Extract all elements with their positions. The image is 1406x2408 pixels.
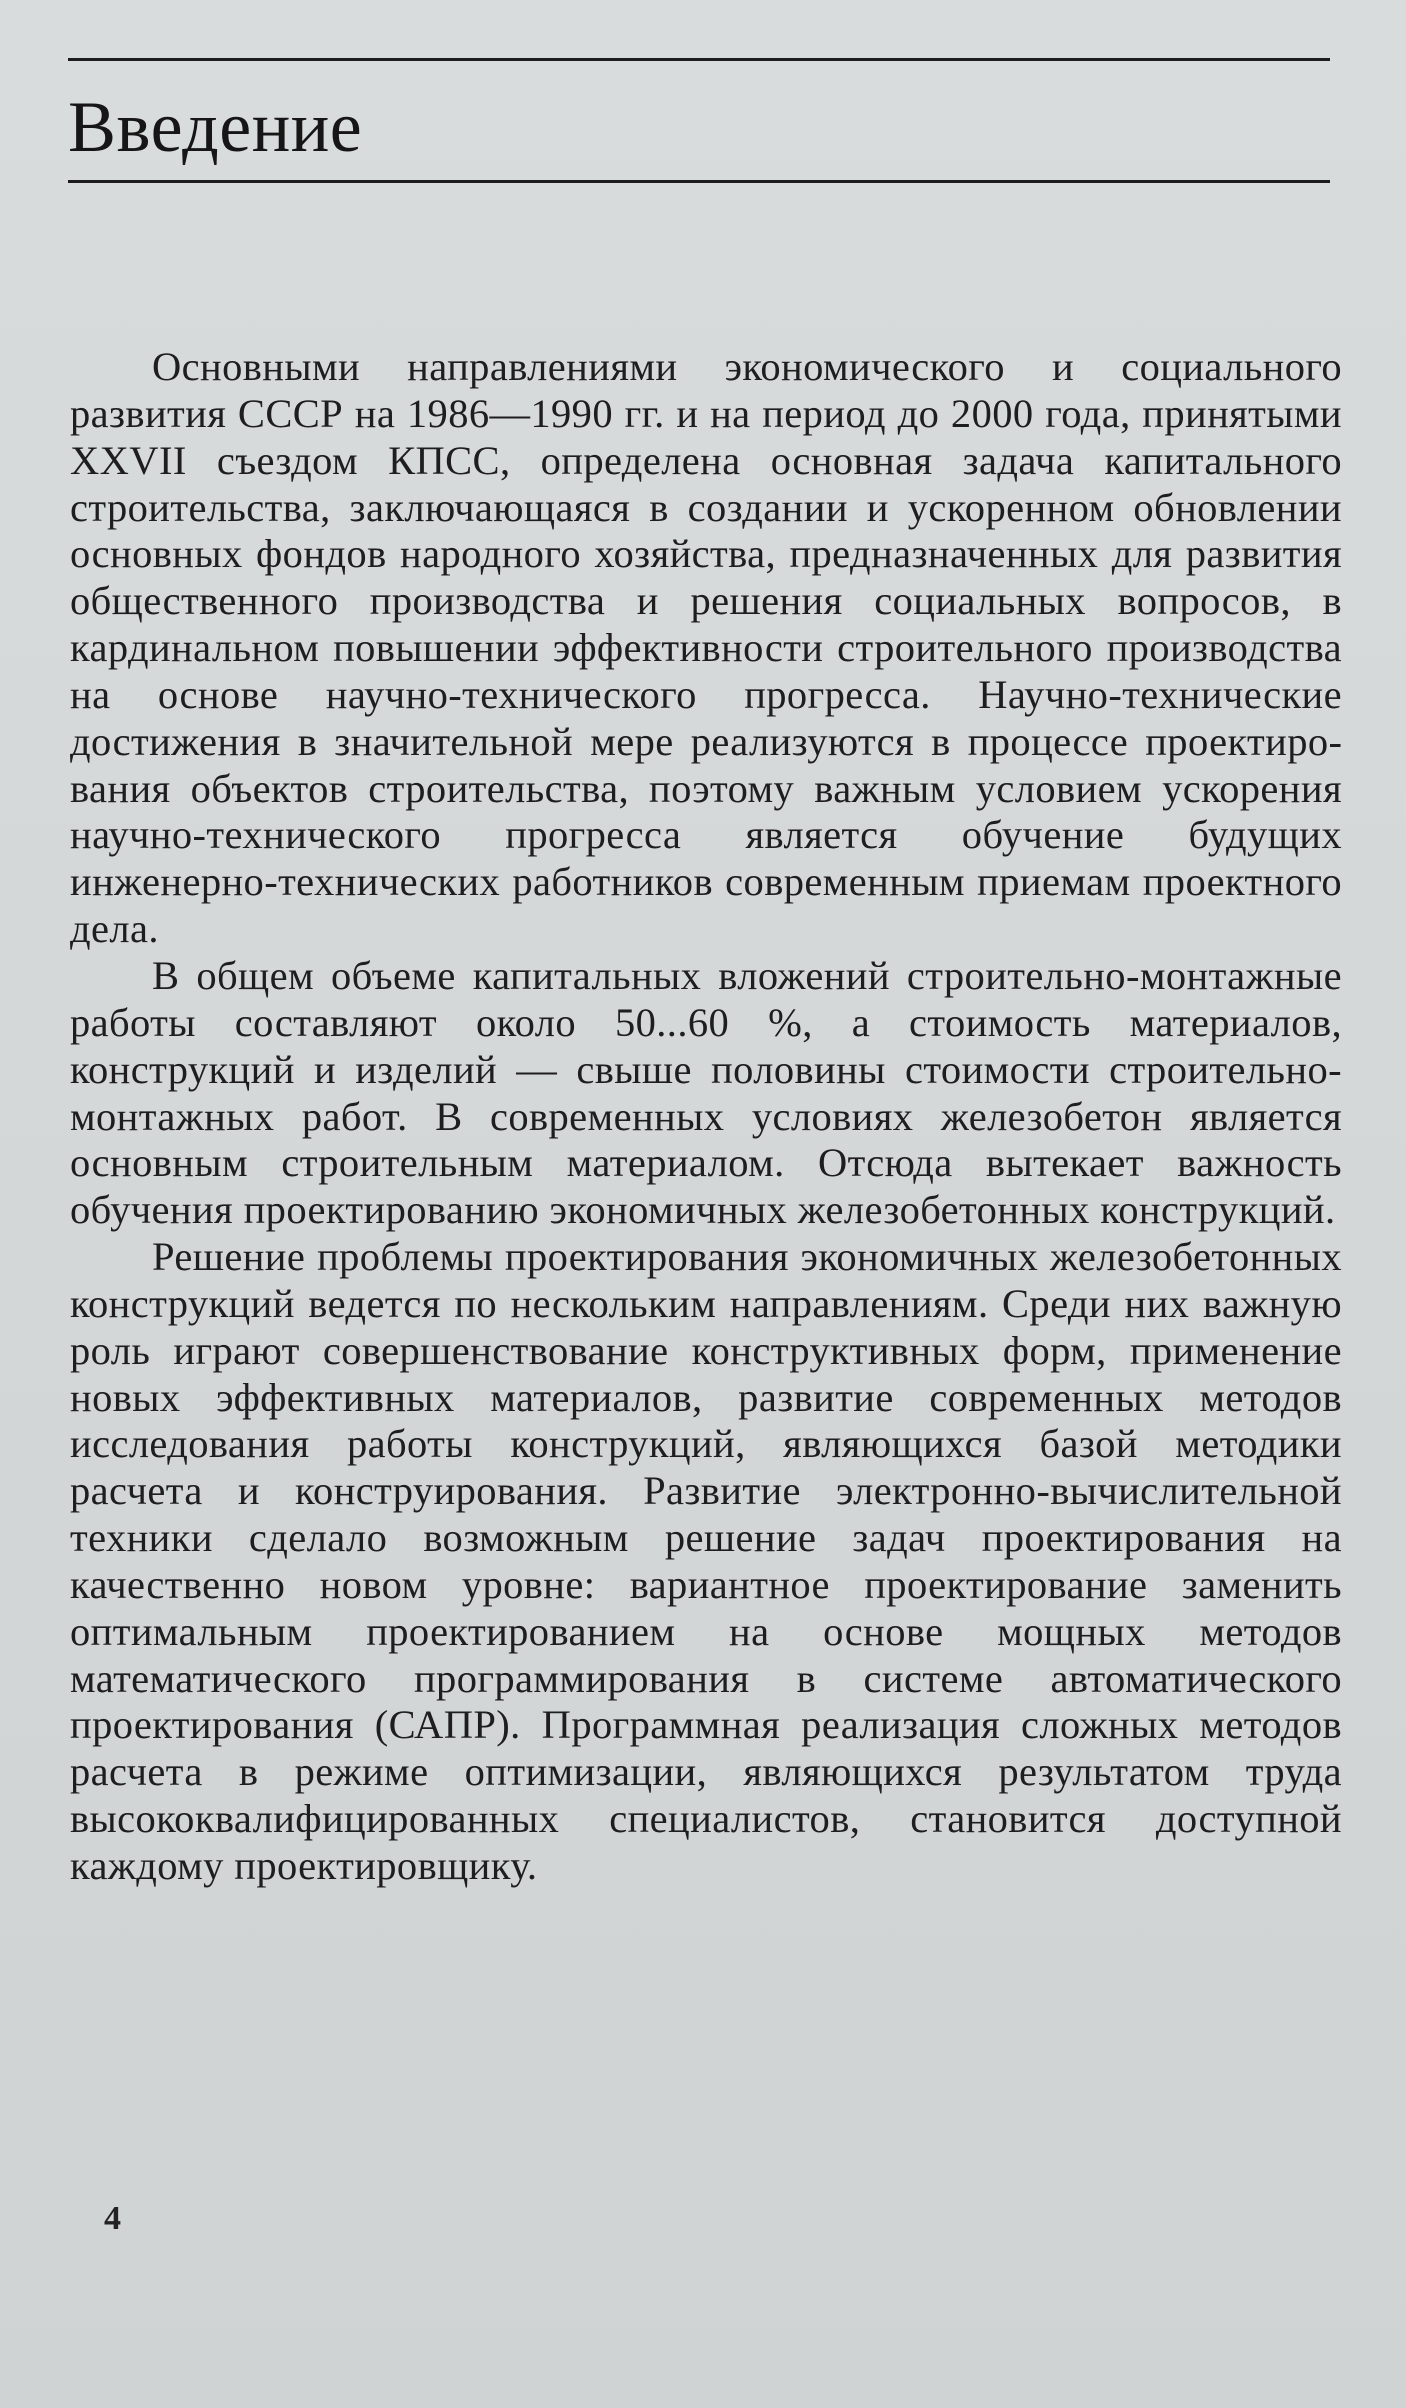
heading-top-rule xyxy=(68,58,1330,61)
paragraph: Основными направлениями экономического и социального развития СССР на 1986—1990 гг. и на период до 2000 года, принятыми XXVII съездом КПСС, определена основная задача капитального строительства, заключающаяся в создании и ускоренном обновлении основных фондов народного хозяйства, предназначенных для развития общественного производства и решения социальных вопросов, в кардинальном повышении эффективности строительного производства на основе научно-технического прогресса. Научно-технические достижения в значительной мере реализуются в процессе проектирования объектов строительства, поэтому важным условием ускорения научно-технического прогресса является обучение будущих инженерно-технических работников современным приемам проектного дела. xyxy=(70,344,1342,952)
body-text xyxy=(70,344,1342,1890)
chapter-heading: Введение xyxy=(68,87,363,167)
page-number: 4 xyxy=(104,2200,121,2237)
heading-bottom-rule xyxy=(68,180,1330,183)
paragraph: Решение проблемы проектирования экономичных железобетонных конструкций ведется по нескольким направлениям. Среди них важную роль играют совершенствование конструктивных форм, применение новых эффективных материалов, развитие современных методов исследования работы конструкций, являющихся базой методики расчета и конструирования. Развитие электронно-вычислительной техники сделало возможным решение задач проектирования на качественно новом уровне: вариантное проектирование заменить оптимальным проектированием на основе мощных методов математического программирования в системе автоматического проектирования (САПР). Программная реализация сложных методов расчета в режиме оптимизации, являющихся результатом труда высококвалифицированных специалистов, становится доступной каждому проектировщику. xyxy=(70,1234,1342,1888)
paragraph: В общем объеме капитальных вложений строительно-монтажные работы составляют около 50...60 %, а стоимость материалов, конструкций и изделий — свыше половины стоимости строительно-монтажных работ. В современных условиях железобетон является основным строительным материалом. Отсюда вытекает важность обучения проектированию экономичных железобетонных конструкций. xyxy=(70,952,1342,1233)
